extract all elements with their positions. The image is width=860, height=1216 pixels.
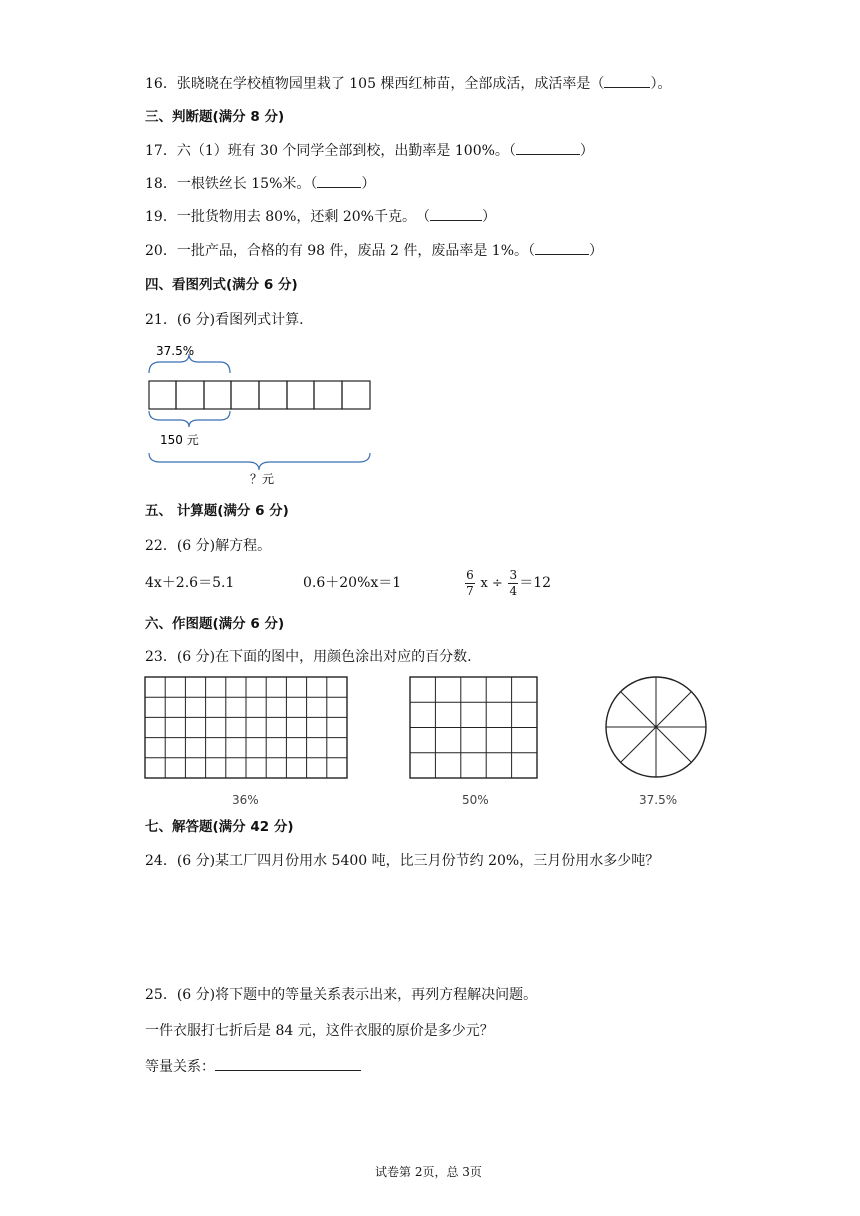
section-7-title: 七、解答题(满分 42 分) — [145, 819, 294, 835]
cell — [204, 381, 231, 409]
equation-2: 0.6＋20%x＝1 — [303, 575, 402, 591]
question-16: 16．张晓晓在学校植物园里栽了 105 棵西红柿苗，全部成活，成活率是（ ）。 — [145, 76, 672, 92]
bottom-brace — [149, 453, 370, 470]
section-5-title: 五、 计算题(满分 6 分) — [145, 503, 289, 519]
section-6-title: 六、作图题(满分 6 分) — [145, 616, 285, 632]
middle-label: 150 元 — [160, 433, 199, 447]
cell — [342, 381, 370, 409]
equality-relation-field[interactable] — [215, 1056, 361, 1071]
grid-1-label: 36% — [232, 793, 259, 807]
answer-blank[interactable] — [535, 242, 589, 255]
grid-2-label: 50% — [462, 793, 489, 807]
grid-10x5 — [144, 676, 349, 780]
answer-blank[interactable] — [430, 208, 482, 221]
bar-diagram — [140, 340, 380, 490]
equation-3: $\frac{6}{7}$ x ÷ $\frac{3}{4}$ ＝12 — [466, 567, 552, 598]
question-25: 25．(6 分)将下题中的等量关系表示出来，再列方程解决问题。 — [145, 987, 538, 1003]
answer-blank[interactable] — [317, 175, 361, 188]
question-25-problem: 一件衣服打七折后是 84 元，这件衣服的原价是多少元？ — [145, 1023, 494, 1039]
question-23: 23．(6 分)在下面的图中，用颜色涂出对应的百分数. — [145, 649, 472, 665]
cell — [314, 381, 342, 409]
grid-5x4 — [409, 676, 539, 780]
cell — [231, 381, 259, 409]
cell-row — [149, 381, 370, 409]
question-17: 17．六（1）班有 30 个同学全部到校，出勤率是 100%。（ ） — [145, 143, 594, 159]
answer-blank[interactable] — [604, 75, 650, 88]
middle-brace — [149, 411, 230, 427]
circle-label: 37.5% — [639, 793, 678, 807]
question-19: 19．一批货物用去 80%，还剩 20%千克。 （ ） — [145, 209, 496, 225]
fraction-3-4: $\frac{3}{4}$ — [509, 567, 518, 598]
equality-relation: 等量关系： — [145, 1056, 361, 1076]
cell — [176, 381, 204, 409]
cell — [287, 381, 314, 409]
section-4-title: 四、看图列式(满分 6 分) — [145, 277, 298, 293]
question-21: 21．(6 分)看图列式计算. — [145, 312, 304, 328]
cell — [259, 381, 287, 409]
bottom-label: ？元 — [250, 472, 275, 486]
section-3-title: 三、判断题(满分 8 分) — [145, 109, 285, 125]
cell — [149, 381, 176, 409]
answer-blank[interactable] — [516, 142, 580, 155]
question-18: 18．一根铁丝长 15%米。（ ） — [145, 176, 376, 192]
question-16-text: 16．张晓晓在学校植物园里栽了 105 棵西红柿苗，全部成活，成活率是（ — [145, 76, 605, 92]
equation-1: 4x＋2.6＝5.1 — [145, 575, 235, 591]
question-24: 24．(6 分)某工厂四月份用水 5400 吨，比三月份节约 20%，三月份用水多少吨？ — [145, 853, 660, 869]
top-label: 37.5% — [156, 344, 195, 358]
question-22: 22．(6 分)解方程。 — [145, 538, 272, 554]
circle-8-parts — [604, 675, 708, 779]
fraction-6-7: $\frac{6}{7}$ — [466, 567, 474, 598]
question-20: 20．一批产品，合格的有 98 件，废品 2 件，废品率是 1%。（ ） — [145, 243, 603, 259]
page-footer: 试卷第 2页，总 3页 — [375, 1165, 482, 1179]
